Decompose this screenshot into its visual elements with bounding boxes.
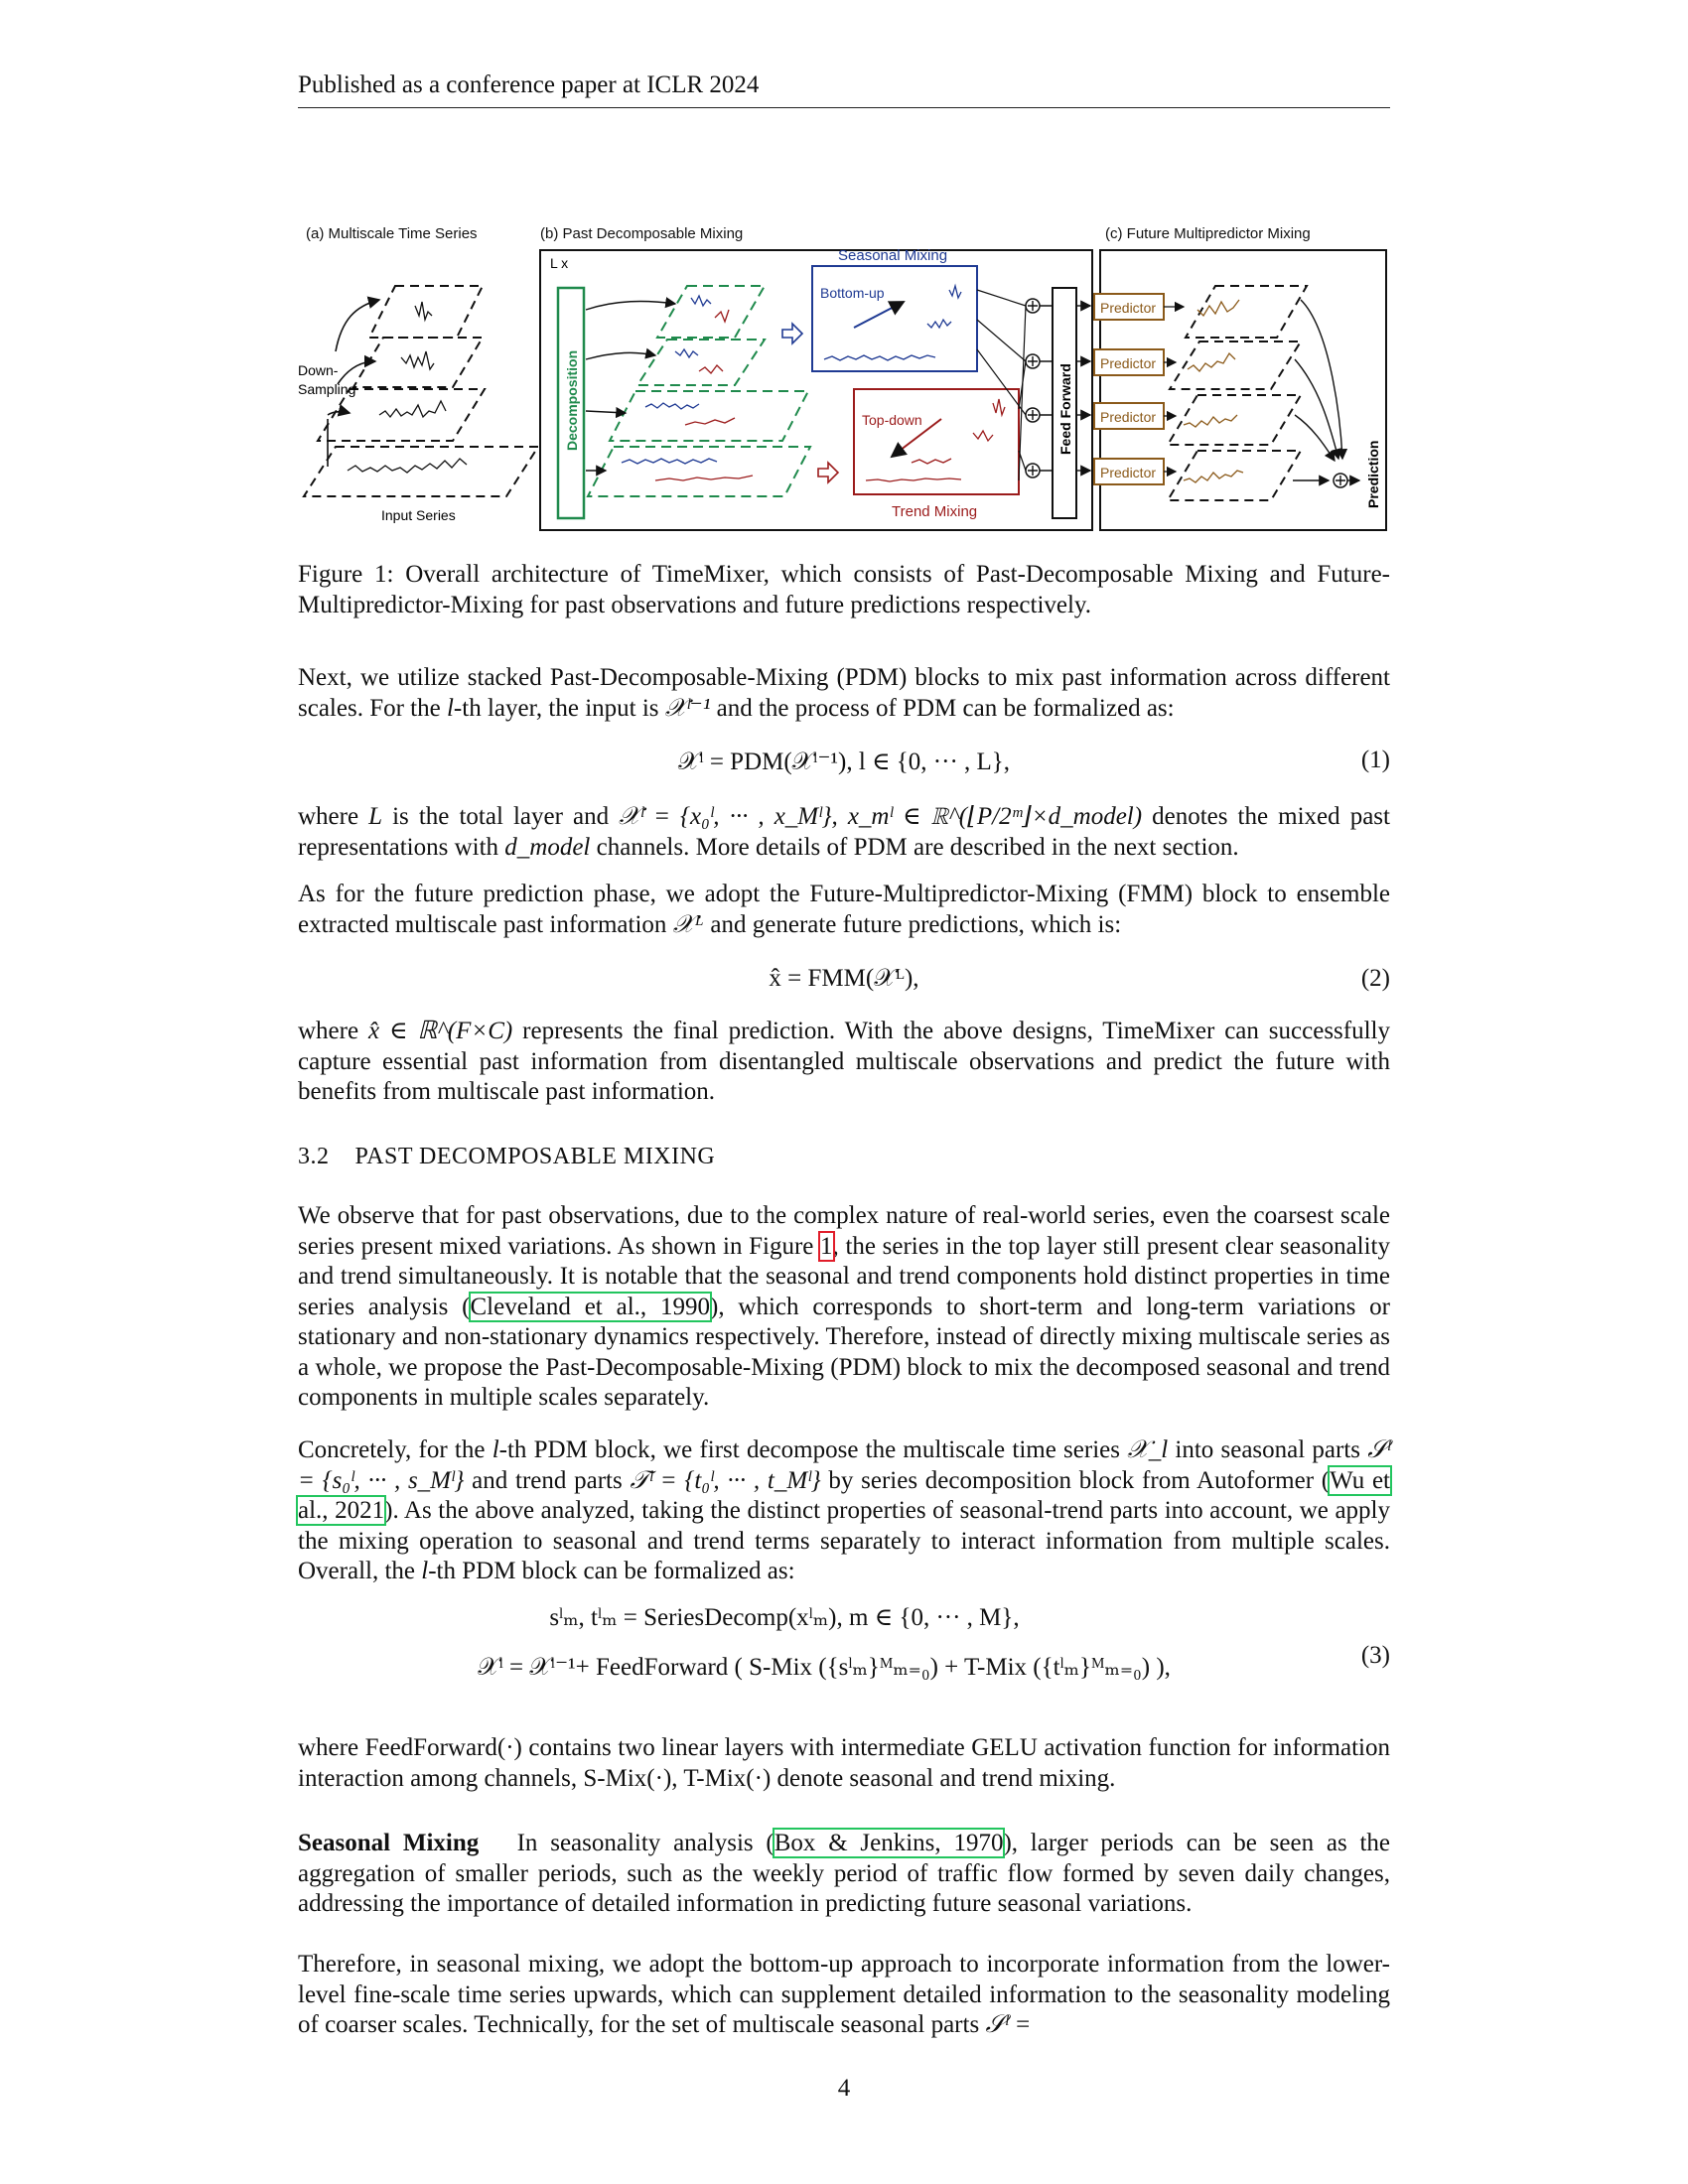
trend-hollow-arrow	[818, 463, 838, 482]
paragraph-4	[298, 1017, 1390, 1108]
p1-math-l: l	[446, 694, 454, 722]
page-number: 4	[837, 2075, 851, 2102]
equation-3-line-1-body: sˡₘ, tˡₘ = SeriesDecomp(xˡₘ), m ∈ {0, ··· , M},	[549, 1604, 1020, 1631]
header-rule	[298, 107, 1390, 108]
sum-to-ff-lines	[1040, 306, 1053, 471]
p8-text-b: ), larger periods can be seen as the aggregation of smaller periods, such as the weekly period of traffic flow formed by seven daily changes, addressing the importance of detailed information in predicting future seasonal variations.	[298, 1830, 1391, 1917]
p6-text-d: and trend parts	[464, 1466, 631, 1494]
equation-3-line-2	[298, 1642, 1390, 1686]
sum-nodes	[1026, 299, 1040, 478]
p6-math-t: 𝒯ˡ = {t₀ˡ, ··· , t_Mˡ}	[630, 1466, 821, 1494]
p6-text-c: into seasonal parts	[1168, 1436, 1368, 1463]
figure-1-link[interactable]: 1	[820, 1232, 833, 1260]
figure-caption	[298, 559, 1390, 620]
paragraph-3	[298, 880, 1390, 940]
paragraph-2	[298, 802, 1390, 863]
p9-text-a: Therefore, in seasonal mixing, we adopt the bottom-up approach to incorporate information from the lower-level fine-scale time series upwards, which can supplement detailed information to the seasonality modeling of coarser scales. Technically, for the set of multiscale seasonal parts	[298, 1951, 1390, 2038]
citation-cleveland[interactable]: Cleveland et al., 1990	[470, 1293, 710, 1320]
downsampling-label-1: Down-	[298, 362, 339, 378]
p2-text-d: channels. More details of PDM are described in the next section.	[590, 833, 1239, 861]
decomposed-seasonal-waves	[622, 296, 717, 464]
bottom-up-arrow	[854, 302, 904, 328]
p2-text-b: is the total layer and	[382, 803, 620, 830]
p6-text-g: -th PDM block can be formalized as:	[428, 1558, 795, 1584]
layers-label: L x	[550, 255, 569, 271]
seasonal-mixing-box	[812, 266, 977, 371]
p6-text-a: Concretely, for the	[298, 1436, 492, 1463]
equation-3-line-2-body: 𝒳ˡ = 𝒳ˡ⁻¹+ FeedForward ( S-Mix ({sˡₘ}ᴹₘ₌₀) + T-Mix ({tˡₘ}ᴹₘ₌₀) ),	[478, 1654, 1171, 1681]
mixing-hollow-arrows	[782, 324, 802, 343]
run-in-heading-seasonal-mixing: Seasonal Mixing	[298, 1830, 480, 1856]
p6-math-xl: 𝒳_l	[1127, 1436, 1169, 1463]
p1-text-b: -th layer, the input is	[453, 694, 665, 722]
panel-a-title: (a) Multiscale Time Series	[306, 225, 478, 242]
p6-text-b: -th PDM block, we first decompose the multiscale time series	[498, 1436, 1128, 1463]
p4-text-b: represents the final prediction. With the above designs, TimeMixer can successfully capture essential past information from disentangled multiscale observations and predict the future with benefits from multiscale past information.	[298, 1018, 1390, 1105]
trend-mixing-label: Trend Mixing	[892, 503, 978, 520]
p1-text-c: and the process of PDM can be formalized as:	[710, 694, 1175, 722]
p6-math-l2: l	[421, 1558, 429, 1584]
p6-text-e: by series decomposition block from Autoformer (	[820, 1466, 1331, 1494]
decomposed-planes	[588, 286, 810, 496]
p3-text-b: and generate future predictions, which is:	[704, 910, 1122, 938]
decomposed-trend-waves	[655, 310, 753, 480]
running-header: Published as a conference paper at ICLR 2024	[298, 71, 760, 98]
caption-text: Overall architecture of TimeMixer, which consists of Past-Decomposable Mixing and Future-Multipredictor-Mixing for past observations and future predictions respectively.	[298, 561, 1391, 618]
equation-1-number: (1)	[1360, 747, 1390, 773]
top-down-label: Top-down	[862, 412, 922, 428]
p2-text-c: denotes the mixed past representations with	[298, 803, 1390, 861]
p2-math-dmodel: d_model	[504, 833, 591, 861]
p2-text-a: where	[298, 803, 369, 830]
p1-text-a: Next, we utilize stacked Past-Decomposable-Mixing (PDM) blocks to mix past information across different scales. For the	[298, 664, 1390, 722]
paragraph-6	[298, 1435, 1390, 1587]
predictor-3: Predictor	[1100, 409, 1157, 425]
predictor-1: Predictor	[1100, 300, 1157, 316]
equation-2-body: x̂ = FMM(𝒳ᴸ),	[769, 965, 919, 992]
p4-text-a: where	[298, 1018, 368, 1044]
equation-2-number: (2)	[1360, 965, 1390, 992]
p2-math-def: 𝒳ˡ = {x₀ˡ, ··· , x_Mˡ}, x_mˡ ∈ ℝ^(⌊P/2ᵐ⌋×d_model)	[619, 803, 1143, 830]
p1-math-x: 𝒳ˡ⁻¹	[664, 694, 711, 722]
p2-math-L: L	[368, 803, 383, 830]
p6-math-l1: l	[492, 1436, 499, 1463]
paragraph-5	[298, 1201, 1390, 1414]
p7-text: where FeedForward(·) contains two linear layers with intermediate GELU activation function for information interaction among channels, S-Mix(·), T-Mix(·) denote seasonal and trend mixing.	[298, 1734, 1390, 1792]
equation-3-line-1	[298, 1602, 1390, 1636]
section-title: PAST DECOMPOSABLE MIXING	[354, 1144, 716, 1169]
paragraph-8	[298, 1829, 1390, 1920]
prediction-label: Prediction	[1365, 440, 1381, 508]
paragraph-7	[298, 1733, 1390, 1794]
paragraph-9	[298, 1950, 1390, 2041]
equation-1	[298, 747, 1390, 780]
sum-plus-signs	[1028, 301, 1038, 476]
seasonal-mixing-label: Seasonal Mixing	[838, 247, 948, 264]
bottom-up-label: Bottom-up	[820, 285, 885, 301]
section-heading	[298, 1144, 715, 1170]
p5-text-c: ), which corresponds to short-term and long-term variations or stationary and non-stationary dynamics respectively. Therefore, instead of directly mixing multiscale series as a whole, we propose the Past-Decomposable-Mixing (PDM) block to mix the decomposed seasonal and trend components in multiple scales separately.	[298, 1293, 1390, 1411]
citation-box-jenkins[interactable]: Box & Jenkins, 1970	[774, 1830, 1004, 1856]
equation-2	[298, 965, 1390, 999]
input-series-label: Input Series	[381, 507, 456, 523]
feed-forward-label: Feed Forward	[1057, 363, 1073, 455]
ff-to-predictor-lines	[1076, 306, 1090, 471]
p9-math-s: 𝒮ˡ =	[985, 2011, 1032, 2038]
panel-c-title: (c) Future Multipredictor Mixing	[1105, 225, 1311, 242]
caption-label: Figure 1:	[298, 561, 394, 588]
equation-1-body: 𝒳ˡ = PDM(𝒳ˡ⁻¹), l ∈ {0, ··· , L},	[677, 749, 1011, 775]
p6-text-f: ). As the above analyzed, taking the distinct properties of seasonal-trend parts into account, we apply the mixing operation to seasonal and trend terms separately to interact information from multiple scales. Overall, the	[298, 1497, 1390, 1584]
predictor-2: Predictor	[1100, 355, 1157, 371]
section-number: 3.2	[298, 1144, 330, 1169]
p6-math-s: 𝒮ˡ = {s₀ˡ, ··· , s_Mˡ}	[298, 1436, 1391, 1494]
equation-3-number: (3)	[1360, 1642, 1390, 1669]
panel-b-title: (b) Past Decomposable Mixing	[540, 225, 744, 242]
p3-math-XL: 𝒳ᴸ	[672, 910, 705, 938]
citation-wu[interactable]: Wu et al., 2021	[298, 1466, 1390, 1524]
paragraph-1	[298, 663, 1390, 724]
p3-text-a: As for the future prediction phase, we adopt the Future-Multipredictor-Mixing (FMM) block to ensemble extracted multiscale past information	[298, 881, 1390, 938]
prediction-planes	[1168, 286, 1307, 500]
p8-text-a: In seasonality analysis (	[516, 1830, 774, 1856]
decomposition-label: Decomposition	[564, 349, 580, 451]
predictor-boxes	[1094, 294, 1164, 484]
p4-math-xhat: x̂ ∈ ℝ^(F×C)	[367, 1018, 513, 1044]
downsampling-label-2: Sampling	[298, 381, 356, 397]
architecture-figure	[298, 220, 1390, 536]
p5-text-a: We observe that for past observations, due to the complex nature of real-world series, even the coarsest scale series present mixed variations. As shown in Figure	[298, 1202, 1390, 1260]
predictor-4: Predictor	[1100, 465, 1157, 480]
p5-text-b: , the series in the top layer still present clear seasonality and trend simultaneously. It is notable that the seasonal and trend components hold distinct properties in time series analysis (	[298, 1232, 1390, 1320]
